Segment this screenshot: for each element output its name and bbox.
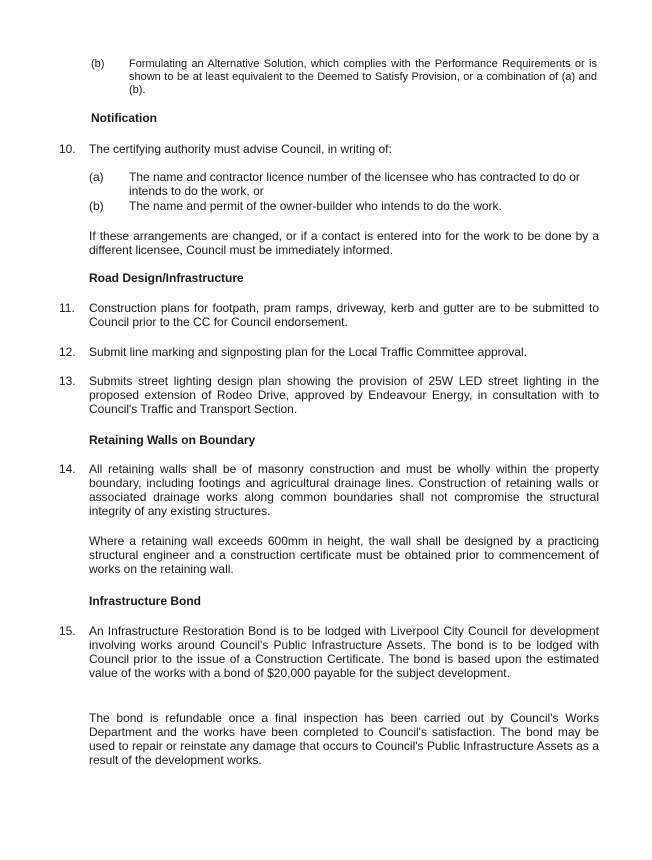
item-12-text: Submit line marking and signposting plan for the Local Traffic Committee approval.: [89, 345, 528, 359]
heading-infrastructure-bond: Infrastructure Bond: [89, 594, 202, 608]
heading-retaining-walls: Retaining Walls on Boundary: [89, 433, 256, 447]
item-15-number: 15.: [59, 624, 76, 638]
item-15-text: An Infrastructure Restoration Bond is to be lodged with Liverpool City Council for development involving works around Council's Public Infrastructure Assets. The bond is to be lodged with Council prior to the issue of a Construction Certificate. The bond is based upon the estimated value of the works with a bond of $20,000 payable for the subject development.: [89, 624, 599, 680]
item-15-para2: The bond is refundable once a final inspection has been carried out by Council's Works Department and the works have been completed to Council's satisfaction. The bond may be used to repair or reinstate any damage that occurs to Council's Public Infrastructure Assets as a result of the development works.: [89, 711, 599, 767]
item-13-text: Submits street lighting design plan showing the provision of 25W LED street lighting in the proposed extension of Rodeo Drive, approved by Endeavour Energy, in consultation with to Council's Traffic and Transport Section.: [89, 374, 599, 416]
item-10-sub-a-label: (a): [89, 170, 104, 184]
item-10-sub-b-label: (b): [89, 199, 104, 213]
heading-notification: Notification: [91, 111, 157, 125]
item-14-number: 14.: [59, 462, 76, 476]
item-10-sub-b-text: The name and permit of the owner-builder who intends to do the work.: [129, 199, 502, 213]
item-11-number: 11.: [59, 301, 75, 315]
item-10-text: The certifying authority must advise Council, in writing of:: [89, 142, 392, 156]
item-10-number: 10.: [59, 142, 76, 156]
item-11-text: Construction plans for footpath, pram ramps, driveway, kerb and gutter are to be submitted to Council prior to the CC for Council endorsement.: [89, 301, 599, 329]
item-13-number: 13.: [59, 374, 76, 388]
item-12-number: 12.: [59, 345, 76, 359]
item-10-sub-a-text: The name and contractor licence number of the licensee who has contracted to do or intends to do the work, or: [129, 170, 580, 198]
heading-road-design: Road Design/Infrastructure: [89, 271, 244, 285]
item-10-note: If these arrangements are changed, or if a contact is entered into for the work to be done by a different licensee, Council must be immediately informed.: [89, 229, 599, 257]
item-14-para2: Where a retaining wall exceeds 600mm in height, the wall shall be designed by a practicing structural engineer and a construction certificate must be obtained prior to commencement of works on the retaining wall.: [89, 534, 599, 576]
intro-item-label: (b): [91, 58, 105, 70]
intro-item-text: Formulating an Alternative Solution, which complies with the Performance Requirements or is shown to be at least equivalent to the Deemed to Satisfy Provision, or a combination of (a) and (b).: [129, 58, 597, 96]
item-14-text: All retaining walls shall be of masonry construction and must be wholly within the property boundary, including footings and agricultural drainage lines. Construction of retaining walls or associated drainage works along common boundaries shall not compromise the structural integrity of any existing structures.: [89, 462, 599, 518]
